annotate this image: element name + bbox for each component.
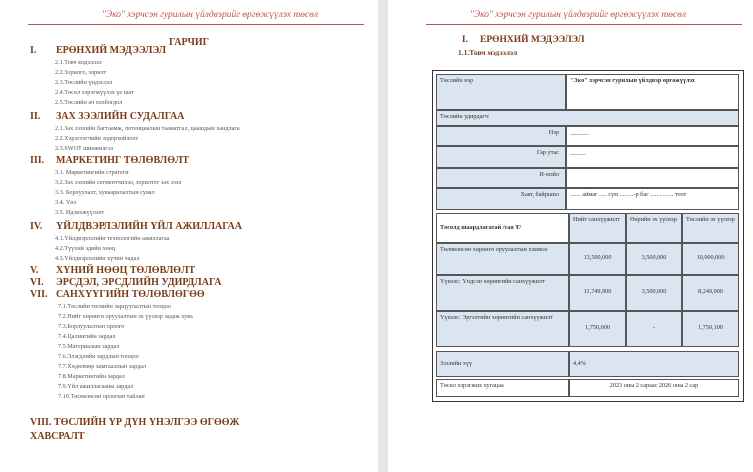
table-cell: 13,500,000 — [569, 243, 626, 275]
table-cell: 8,249,900 — [682, 275, 739, 311]
toc-item[interactable]: 2.2.Зорилго, зорилт — [55, 69, 107, 76]
toc-item[interactable]: 3.2.Зах зээлийн сегментчилэл, зорилтот зах зээл — [55, 179, 182, 186]
toc-title: ГАРЧИГ — [168, 37, 210, 48]
email-value — [566, 168, 739, 188]
table-cell: 1,750,000 — [569, 311, 626, 347]
toc-item[interactable]: 7.8.Маркетингийн зардал — [58, 373, 125, 380]
table-row-label: Үүнээс: Үндсэн хөрөнгийн санхүүжилт — [436, 275, 569, 311]
toc-item[interactable]: 2.3.Төслийн үндэслэл — [55, 79, 113, 86]
duration-label: Төсөл хэрэгжих хугацаа — [436, 379, 569, 397]
project-name-label: Төслийн нэр — [436, 74, 566, 110]
toc-section-4[interactable]: IV. ҮЙЛДВЭРЛЭЛИЙН ҮЙЛ АЖИЛЛАГАА — [30, 221, 242, 232]
toc-item[interactable]: 2.5.Төслийн ач холбогдол — [55, 99, 123, 106]
address-label: Хаяг, байршил — [436, 188, 566, 210]
table-cell: 1,750,100 — [682, 311, 739, 347]
duration-value: 2023 оны 2 сараас 2026 оны 2 сар — [569, 379, 739, 397]
toc-item[interactable]: 7.7.Хөдөлмөр хамгааллын зардал — [58, 363, 147, 370]
table-cell: - — [626, 311, 682, 347]
toc-item[interactable]: 3.1. Маркетингийн стратеги — [55, 169, 129, 176]
interest-value: 4,4% — [569, 351, 739, 377]
section-heading: I. ЕРӨНХИЙ МЭДЭЭЛЭЛ — [461, 35, 585, 45]
toc-section-6[interactable]: VI. ЭРСДЭЛ, ЭРСДЛИЙН УДИРДЛАГА — [30, 277, 222, 288]
toc-section-3[interactable]: III. МАРКЕТИНГ ТӨЛӨВЛӨЛТ — [30, 155, 190, 166]
table-row-label: Үүнээс: Эргэлтийн хөрөнгийн санхүүжилт — [436, 311, 569, 347]
page-header-text: "Эко" хэрчсэн гурилын үйлдвэрийг өргөжүүлэх төсөл — [469, 10, 687, 20]
toc-item[interactable]: 7.9.Үйл ажиллагааны зардал — [58, 383, 134, 390]
col-own: Өөрийн эх үүсвэр — [626, 213, 682, 243]
toc-item[interactable]: 4.2.Түүхий эдийн хөөц — [55, 245, 116, 252]
email-label: И-мэйл — [436, 168, 566, 188]
toc-item[interactable]: 7.2.Нийт хөрөнгө оруулалтын эх үүсвэр задаж хувь — [58, 313, 194, 320]
page-gap — [378, 0, 388, 472]
toc-item[interactable]: 3.4. Үнэ — [55, 199, 77, 206]
toc-item[interactable]: 4.1.Үйлдвэрлэлийн технологийн ажиллагаа — [55, 235, 170, 242]
toc-appendix[interactable]: ХАВСРАЛТ — [30, 431, 85, 442]
table-cell: 11,749,900 — [569, 275, 626, 311]
table-cell: 10,000,000 — [682, 243, 739, 275]
toc-item[interactable]: 2.3.SWOT шинжилгээ — [55, 145, 114, 152]
toc-section-5[interactable]: V. ХҮНИЙ НӨӨЦ ТӨЛӨВЛӨЛТ — [30, 265, 196, 276]
col-total: Нийт санхүүжилт — [569, 213, 626, 243]
address-value: ....... аймаг ..... сум .........-р баг ............... тоот — [566, 188, 739, 210]
summary-table — [432, 70, 744, 402]
project-name-value: "Эко" хэрчсэн гурилын үйлдвэр өргөжүүлэх — [566, 74, 739, 110]
subsection-heading: 1.1.Товч мэдээлэл — [458, 48, 518, 57]
toc-item[interactable]: 7.3.Борлуулалтын орлого — [58, 323, 125, 330]
page-header-text: "Эко" хэрчсэн гурилын үйлдвэрийг өргөжүүлэх төсөл — [101, 10, 319, 20]
toc-item[interactable]: 7.1.Төслийн төсвийн зарцуулалтын тооцоо — [58, 303, 171, 310]
toc-section-2[interactable]: II. ЗАХ ЗЭЭЛИЙН СУДАЛГАА — [30, 111, 185, 122]
table-cell: 3,500,000 — [626, 243, 682, 275]
toc-item[interactable]: 4.3.Үйлдвэрлэлийн хүчин чадал — [55, 255, 140, 262]
toc-item[interactable]: 2.2.Хэрэглэгчийн зодорхойлолт — [55, 135, 139, 142]
header-divider — [28, 24, 364, 25]
table-cell: 3,500,000 — [626, 275, 682, 311]
toc-item[interactable]: 7.10.Төсөвлөсөн орлогын тайлан — [58, 393, 145, 400]
toc-item[interactable]: 7.5.Материалын зардал — [58, 343, 120, 350]
budget-label: Төсөлд шаардлагатай /сая ₮/ — [436, 213, 569, 243]
interest-label: Зээлийн хүү — [436, 351, 569, 377]
toc-item[interactable]: 2.1.Товч мэдээлэл — [55, 59, 102, 66]
phone-label: Гар утас — [436, 146, 566, 168]
executor-label: Төслийн удирдагч: — [436, 110, 739, 126]
name-label: Нэр — [436, 126, 566, 146]
header-divider — [426, 24, 742, 25]
toc-section-1[interactable]: I. ЕРӨНХИЙ МЭДЭЭЛЭЛ — [30, 45, 167, 56]
toc-item[interactable]: 3.5. Идэвхжүүлэлт — [55, 209, 105, 216]
toc-item[interactable]: 7.4.Цалингийн зардал — [58, 333, 116, 340]
col-project: Төслийн эх үүсвэр — [682, 213, 739, 243]
table-row-label: Төлөвлөсөн хөрөнгө оруулалтын хэмжээ — [436, 243, 569, 275]
toc-item[interactable]: 2.1.Зах зээлийн багтаамж, потенциалын тааматгал, цаашдын хандлага — [55, 125, 240, 132]
toc-section-8[interactable]: VIII. ТӨСЛИЙН ҮР ДҮН ҮНЭЛГЭЭ ӨГӨӨЖ — [30, 417, 240, 428]
toc-item[interactable]: 2.4.Төсөл хэрэгжүүлэх үе шат — [55, 89, 134, 96]
toc-section-7[interactable]: VII. САНХҮҮГИЙН ТӨЛӨВЛӨГӨӨ — [30, 289, 205, 300]
toc-item[interactable]: 3.3. Борлуулалт, хуваарилалтын сувал — [55, 189, 155, 196]
toc-item[interactable]: 7.6.Элэгдлийн зардлын тооцоо — [58, 353, 139, 360]
name-value: ______ — [566, 126, 739, 146]
phone-value: _____ — [566, 146, 739, 168]
document-page-right — [388, 0, 753, 472]
